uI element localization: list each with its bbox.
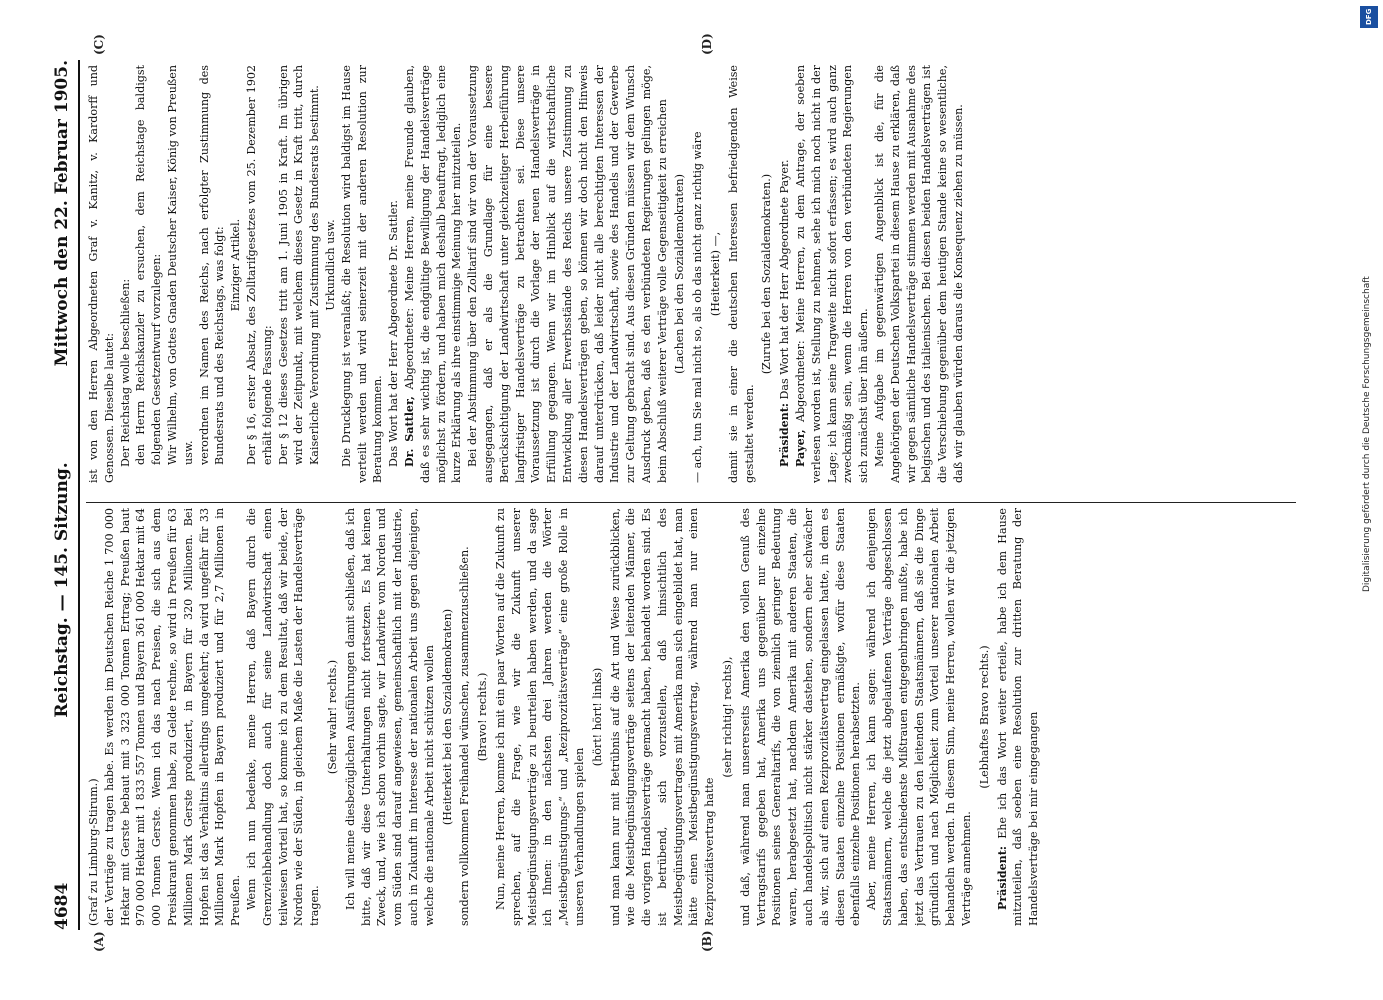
reaction: (Zurufe bei den Sozialdemokraten.) — [760, 173, 774, 375]
paragraph: sondern vollkommen Freihandel wünschen, zusammenzuschließen. — [458, 546, 472, 926]
reaction: (sehr richtig! rechts), — [721, 656, 735, 778]
paragraph: Bei der Abstimmung über den Zolltarif sind wir von der Voraussetzung ausgegangen, daß er als die Grundlage für eine bessere Berücksichtigung der Landwirtschaft unter gleichzeitiger Herbeiführung langfristiger Handelsverträge zu betrachten sei. Diese unsere Voraussetzung ist durch die Vorlage der neuen Handelsverträge in Erfüllung gegangen. Wenn wir im Hinblick auf die wirtschaftliche Entwicklung aller Erwerbsstände des Reichs unsere Zustimmung zu diesen Handelsverträgen geben, so können wir doch nicht den Hinweis darauf unterdrücken, daß leider nicht alle berechtigten Interessen der Industrie und der Landwirtschaft, sowie des Handels und der Gewerbe zur Geltung gebracht sind. Aus diesen Gründen müssen wir dem Wunsch Ausdruck geben, daß es den verbündeten Regierungen gelingen möge, beim Abschluß weiterer Verträge volle Gegenseitigkeit zu erreichen — [466, 65, 669, 483]
speaker-paragraph — [777, 65, 793, 483]
speech-text: Abgeordneter: Meine Herren, meine Freunde glauben, daß es sehr wichtig ist, die endgültige Bewilligung der Handelsverträge möglichst zu fördern, und haben mich deshalb beauftragt, lediglich eine kurze Erklärung als ihre einstimmige Meinung hier mitzuteilen. — [402, 65, 464, 483]
speaker-name: Dr. Sattler, — [402, 396, 416, 467]
column-divider — [86, 502, 1296, 503]
reaction: (Heiterkeit) —, — [709, 231, 723, 317]
margin-marker-a: (A) — [92, 931, 106, 952]
speaker-paragraph — [402, 65, 465, 483]
speech-text: Ehe ich das Wort weiter erteile, habe ich dem Hause mitzuteilen, daß soeben eine Resolution zur dritten Beratung der Handelsverträge bei mir eingegangen — [995, 508, 1041, 926]
paragraph: und daß, während man unsererseits Amerika den vollen Genuß des Vertragstarifs gegeben hat, Amerika uns gegenüber nur einzelne Positionen seines Generaltarifs, die von ziemlich geringer Bedeutung waren, herabgesetzt hat, nachdem Amerika mit anderen Staaten, die auch handelspolitisch nicht stärker dastehen, sondern eher schwächer als wir, sich auf einen Reziprozitätsvertrag eingelassen hatte, in dem es diesen Staaten einzelne Positionen ermäßigte, wofür diese Staaten ebenfalls einzelne Positionen herabsetzten. — [738, 508, 863, 926]
speaker-continuation: (Graf zu Limburg-Stirum.) — [87, 778, 100, 926]
page-header — [52, 60, 76, 930]
reaction: (Lebhaftes Bravo rechts.) — [977, 645, 991, 789]
reaction: (Bravo! rechts.) — [476, 672, 490, 762]
speaker-name: Präsident: — [778, 403, 792, 467]
article-heading: Einziger Artikel. — [229, 218, 243, 312]
margin-marker-d: (D) — [700, 33, 714, 55]
reaction: (Lachen bei den Sozialdemokraten) — [673, 174, 687, 374]
reaction: (hört! hört! links) — [590, 667, 604, 767]
margin-marker-c: (C) — [92, 34, 106, 55]
paragraph: der Verträge zu tragen habe. Es werden im Deutschen Reiche 1 700 000 Hektar mit Gerste bebaut mit 3 323 000 Tonnen Ertrag; Preußen baut 970 000 Hektar mit 1 833 557 Tonnen und Bayern 361 000 Hektar mit 64 000 Tonnen Gerste. Wenn ich das nach Preisen, die sich aus dem Preiskurant genommen habe, zu Gelde rechne, so wird in Preußen für 63 Millionen Mark Gerste produziert, in Bayern für 320 Millionen. Bei Hopfen ist das Verhältnis allerdings umgekehrt; da wird ungefähr für 33 Millionen Mark Hopfen in Bayern produziert und für 2,7 Millionen in Preußen. — [102, 508, 243, 926]
dfg-logo: DFG — [1360, 6, 1378, 28]
speech-text: Das Wort hat der Herr Abgeordnete Payer. — [778, 159, 792, 400]
paragraph: Wenn ich nun bedenke, meine Herren, daß Bayern durch die Grenzviehbehandlung doch auch für seine Landwirtschaft einen teilweisen Vorteil hat, so komme ich zu dem Resultat, daß wir beide, der Norden wie der Süden, in gleichem Maße die Lasten der Handelsverträge tragen. — [244, 508, 322, 926]
speaker-name: Präsident: — [995, 846, 1009, 910]
paragraph: Nun, meine Herren, komme ich mit ein paar Worten auf die Zukunft zu sprechen, auf die Frage, wie wir die Zukunft unserer Meistbegünstigungsverträge zu beurteilen haben werden, und da sage ich Ihnen: in den nächsten drei Jahren werden die Wörter „Meistbegünstigungs-“ und „Reziprozitätsverträge“ eine große Rolle in unseren Verhandlungen spielen — [493, 508, 586, 926]
session-title: Reichstag. — 145. Sitzung. — [52, 462, 72, 718]
header-rule — [78, 60, 80, 930]
session-date: Mittwoch den 22. Februar 1905. — [52, 60, 72, 367]
paragraph: — ach, tun Sie mal nicht so, als ob das nicht ganz richtig wäre — [691, 131, 705, 483]
speaker-name: Payer, — [794, 429, 808, 467]
right-column — [86, 65, 1296, 483]
motion-text: den Herrn Reichskanzler zu ersuchen, dem Reichstage baldigst folgenden Gesetzentwurf vorzulegen: — [134, 65, 164, 465]
reaction: (Heiterkeit bei den Sozialdemokraten) — [440, 608, 454, 826]
motion-text: verordnen im Namen des Reichs, nach erfolgter Zustimmung des Bundesrats und des Reichstags, was folgt: — [197, 65, 227, 465]
paragraph: Meine Aufgabe im gegenwärtigen Augenblick ist die, für die Angehörigen der Deutschen Volkspartei in diesem Hause zu erklären, daß wir gegen sämtliche Handelsverträge stimmen werden mit Ausnahme des belgischen und des italienischen. Bei diesen beiden Handelsverträgen ist die Verschiebung gegenüber dem heutigen Stande keine so wesentliche, daß wir glauben würden daraus die Konsequenz ziehen zu müssen. — [873, 65, 966, 483]
speech-text: Abgeordneter: Meine Herren, zu dem Antrage, der soeben verlesen worden ist, Stellung zu nehmen, sehe ich mich noch nicht in der Lage; ich kann seine Tragweite nicht sofort erfassen; es wird auch ganz zweckmäßig sein, wenn die Herren von den verbündeten Regierungen sich zunächst über ihn äußern. — [794, 65, 871, 483]
paragraph: Aber, meine Herren, ich kann sagen: während ich denjenigen Staatsmännern, welche die jetzt abgelaufenen Verträge abgeschlossen haben, das entschiedenste Mißtrauen entgegenbringen mußte, habe ich jetzt das Vertrauen zu den leitenden Staatsmännern, daß sie die Dinge gründlich und nach Möglichkeit zum Vorteil unserer nationalen Arbeit behandeln werden. In diesem Sinn, meine Herren, wollen wir die jetzigen Verträge annehmen. — [865, 508, 974, 926]
paragraph: Ich will meine diesbezüglichen Ausführungen damit schließen, daß ich bitte, daß wir diese Unterhaltungen nicht fortsetzen. Es hat keinen Zweck, und, wie ich schon vorhin sagte, wir Landwirte vom Norden und vom Süden sind darauf angewiesen, gemeinschaftlich mit der Industrie, auch in Zukunft im Interesse der nationalen Arbeit uns gegen diejenigen, welche die nationale Arbeit nicht schützen wollen — [343, 508, 436, 926]
paragraph: damit sie in einer die deutschen Interessen befriedigenden Weise gestaltet werden. — [726, 65, 756, 483]
paragraph: Der Reichstag wolle beschließen: — [118, 278, 132, 467]
motion-text: Wir Wilhelm, von Gottes Gnaden Deutscher Kaiser, König von Preußen usw. — [165, 65, 195, 465]
page-number: 4684 — [52, 882, 72, 930]
paragraph: Das Wort hat der Herr Abgeordnete Dr. Sattler. — [387, 200, 401, 467]
motion-closing: Urkundlich usw. — [323, 219, 337, 311]
digitization-credit: Digitalisierung gefördert durch die Deutsche Forschungsgemeinschaft — [1362, 276, 1372, 592]
paragraph: und man kann nur mit Betrübnis auf die Art und Weise zurückblicken, wie die Meistbegünstigungsverträge seitens der leitenden Männer, die die vorigen Handelsverträge gemacht haben, behandelt worden sind. Es ist betrübend, sich vorzustellen, daß hinsichtlich des Meistbegünstigungsvertrages mit Amerika man sich eingebildet hat, man hätte einen Meistbegünstigungsvertrag, während man nur einen Reziprozitätsvertrag hatte — [608, 508, 717, 926]
left-column — [86, 508, 1296, 926]
motion-text: Der § 16, erster Absatz, des Zolltarifgesetzes vom 25. Dezember 1902 erhält folgende Fassung: — [244, 65, 274, 465]
speaker-paragraph — [793, 65, 872, 483]
reaction: (Sehr wahr! rechts.) — [325, 659, 339, 775]
motion-text: Der § 12 dieses Gesetzes tritt am 1. Juni 1905 in Kraft. Im übrigen wird der Zeitpunkt, mit welchem dieses Gesetz in Kraft tritt, durch Kaiserliche Verordnung mit Zustimmung des Bundesrats bestimmt. — [276, 65, 322, 465]
paragraph: Die Drucklegung ist veranlaßt; die Resolution wird baldigst im Hause verteilt werden und wird seinerzeit mit der anderen Resolution zur Beratung kommen. — [339, 65, 385, 483]
paragraph: ist von den Herren Abgeordneten Graf v. Kanitz, v. Kardorff und Genossen. Dieselbe lautet: — [87, 65, 116, 483]
speaker-paragraph — [995, 508, 1042, 926]
margin-marker-b: (B) — [700, 930, 714, 952]
